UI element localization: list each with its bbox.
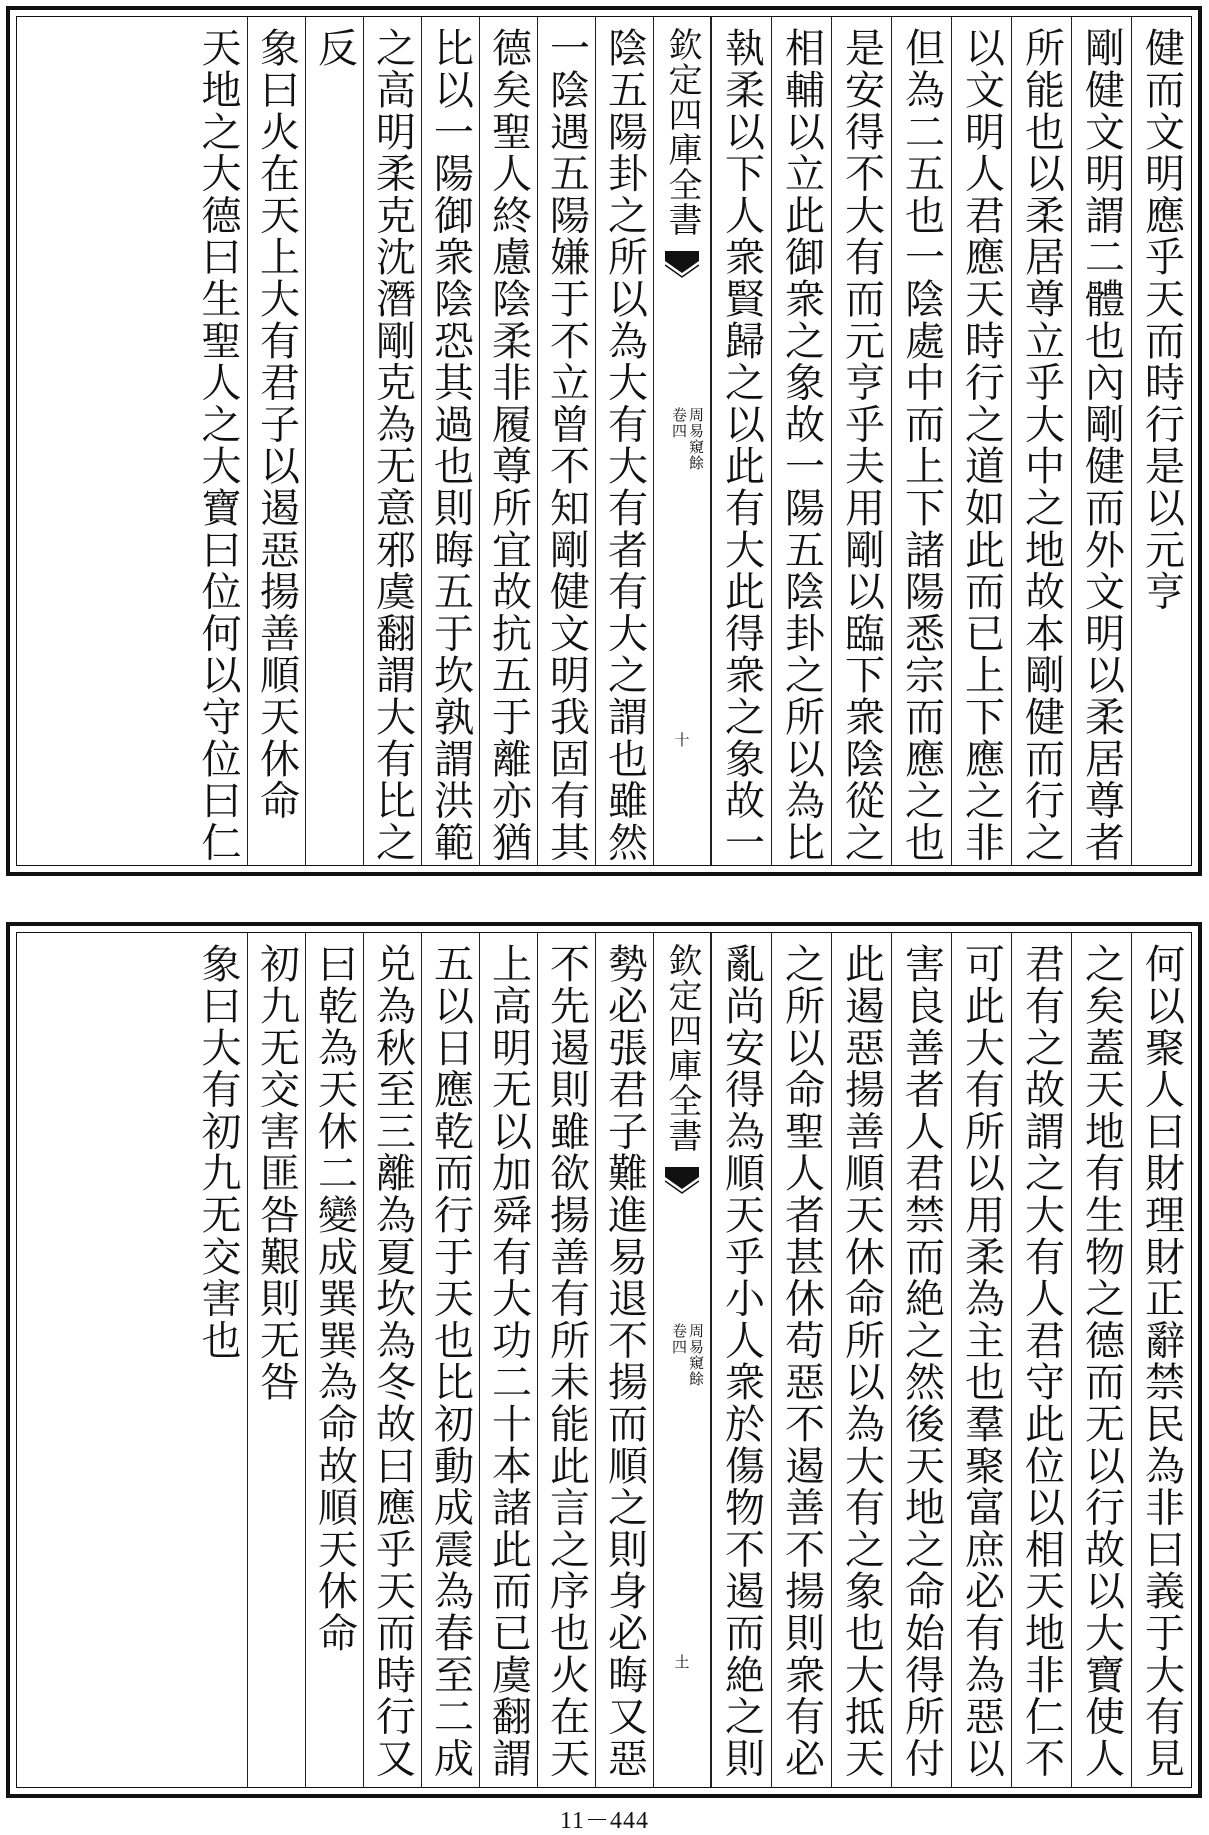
volume-label: 周易窺餘 卷四: [670, 407, 705, 471]
page-footer-number: 11－444: [559, 1808, 650, 1834]
text-column: 健而文明應乎天而時行是以元亨: [1131, 17, 1191, 865]
folio-number: 十: [672, 732, 691, 747]
text-column: 德矣聖人終慮陰柔非履尊所宜故抗五于離亦猶: [479, 17, 537, 865]
text-column: 但為二五也一陰處中而上下諸陽悉宗而應之也: [891, 17, 951, 865]
text-column: 不先遏則雖欲揚善有所未能此言之序也火在天: [537, 933, 595, 1787]
text-column: 上高明无以加舜有大功二十本諸此而已虞翻謂: [479, 933, 537, 1787]
text-column: 之矣蓋天地有生物之德而无以行故以大寶使人: [1071, 933, 1131, 1787]
book-title: 欽定四庫全書: [662, 943, 702, 1153]
text-column: 是安得不大有而元亨乎夫用剛以臨下衆陰從之: [831, 17, 891, 865]
text-column: 初九无交害匪咎艱則无咎: [247, 933, 305, 1787]
text-column: 相輔以立此御衆之象故一陽五陰卦之所以為比: [771, 17, 831, 865]
text-column: 亂尚安得為順天乎小人衆於傷物不遏而絶之則: [711, 933, 771, 1787]
text-column: 此遏惡揚善順天休命所以為大有之象也大抵天: [831, 933, 891, 1787]
lower-page-columns: [16, 932, 1192, 1788]
text-column: 君有之故謂之大有人君守此位以相天地非仁不: [1011, 933, 1071, 1787]
center-fold: [653, 17, 711, 865]
text-column: 之所以命聖人者甚休苟惡不遏善不揚則衆有必: [771, 933, 831, 1787]
center-fold: [653, 933, 711, 1787]
upper-page: [6, 6, 1202, 876]
text-column: 以文明人君應天時行之道如此而已上下應之非: [951, 17, 1011, 865]
text-column: 一陰遇五陽嫌于不立曾不知剛健文明我固有其: [537, 17, 595, 865]
lower-page: [6, 922, 1202, 1798]
text-column: 象曰大有初九无交害也: [195, 943, 241, 1361]
fishtail-mark-icon: [665, 1167, 699, 1195]
text-column: 兑為秋至三離為夏坎為冬故曰應乎天而時行又: [363, 933, 421, 1787]
text-column: 陰五陽卦之所以為大有大有者有大之謂也雖然: [595, 17, 653, 865]
book-title: 欽定四庫全書: [662, 27, 702, 237]
text-column: 害良善者人君禁而絶之然後天地之命始得所付: [891, 933, 951, 1787]
text-column: 剛健文明謂二體也內剛健而外文明以柔居尊者: [1071, 17, 1131, 865]
text-column: 五以日應乾而行于天也比初動成震為春至二成: [421, 933, 479, 1787]
text-column: 象曰火在天上大有君子以遏惡揚善順天休命: [247, 17, 305, 865]
text-column: 曰乾為天休二變成巽巽為命故順天休命: [305, 933, 363, 1787]
text-column: 之高明柔克沈潛剛克為无意邪虞翻謂大有比之: [363, 17, 421, 865]
folio-number: 土: [672, 1654, 691, 1669]
text-column: 所能也以柔居尊立乎大中之地故本剛健而行之: [1011, 17, 1071, 865]
text-column: 反: [305, 17, 363, 865]
fishtail-mark-icon: [665, 251, 699, 279]
text-column: 可此大有所以用柔為主也羣聚富庶必有為惡以: [951, 933, 1011, 1787]
text-column: 天地之大德曰生聖人之大寶曰位何以守位曰仁: [195, 27, 241, 863]
text-column: 執柔以下人衆賢歸之以此有大此得衆之象故一: [711, 17, 771, 865]
upper-page-columns: [16, 16, 1192, 866]
text-column: 比以一陽御衆陰恐其過也則晦五于坎孰謂洪範: [421, 17, 479, 865]
volume-label: 周易窺餘 卷四: [670, 1323, 705, 1387]
text-column: 何以聚人曰財理財正辭禁民為非曰義于大有見: [1131, 933, 1191, 1787]
text-column: 勢必張君子難進易退不揚而順之則身必晦又惡: [595, 933, 653, 1787]
